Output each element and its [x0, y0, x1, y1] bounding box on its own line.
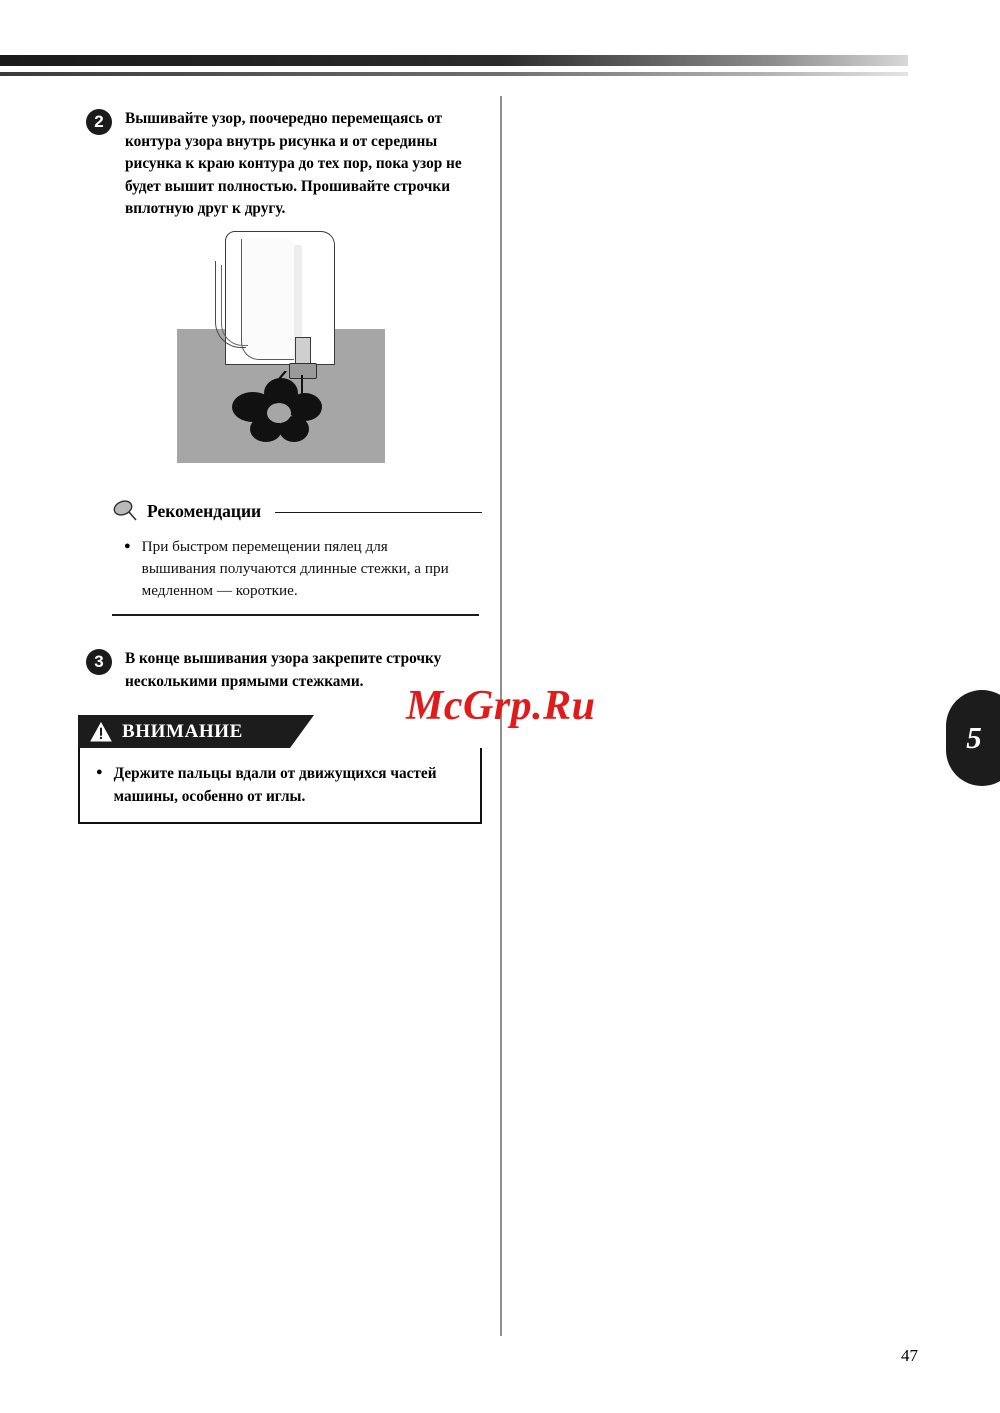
tips-body [112, 536, 482, 602]
step-3-text: В конце вышивания узора закрепите строчку несколькими прямыми стежками. [125, 650, 442, 690]
flower-embroidery-icon [219, 371, 339, 451]
caution-block [78, 715, 482, 824]
tips-text: При быстром перемещении пялец для вышивания получаются длинные стежки, а при медленном — короткие. [141, 538, 449, 599]
watermark: McGrp.Ru [406, 683, 596, 729]
step-2-number: 2 [86, 109, 112, 135]
caution-title: ВНИМАНИЕ [122, 720, 243, 742]
step-2-text: Вышивайте узор, поочередно перемещаясь от контура узора внутрь рисунка и от середины рисунка к краю контура до тех пор, пока узор не будет вышит полностью. Прошивайте строчки вплотную друг к другу. [125, 110, 462, 217]
thread-path-2 [221, 265, 248, 346]
needle-bar-shape [295, 337, 311, 365]
sewing-machine-illustration [177, 231, 385, 463]
tips-bottom-rule [112, 614, 479, 616]
tips-header [112, 500, 482, 522]
header-rule-thick [0, 55, 908, 66]
caution-text: Держите пальцы вдали от движущихся частей машины, особенно от иглы. [113, 765, 437, 805]
tips-rule [275, 512, 482, 514]
page-number: 47 [901, 1346, 918, 1365]
tips-bullet: ● [124, 540, 131, 552]
caution-header [78, 715, 290, 748]
tips-block [112, 500, 482, 616]
chapter-number: 5 [966, 720, 982, 755]
chapter-tab [946, 690, 1000, 786]
step-2 [86, 108, 486, 221]
step-3-number: 3 [86, 649, 112, 675]
warning-triangle-icon [90, 722, 112, 742]
caution-body [78, 748, 482, 824]
tips-title: Рекомендации [147, 500, 262, 521]
caution-bullet: ● [96, 766, 103, 778]
note-icon [112, 500, 138, 522]
header-rule-thin [0, 72, 908, 76]
machine-inner-contour [241, 239, 294, 360]
